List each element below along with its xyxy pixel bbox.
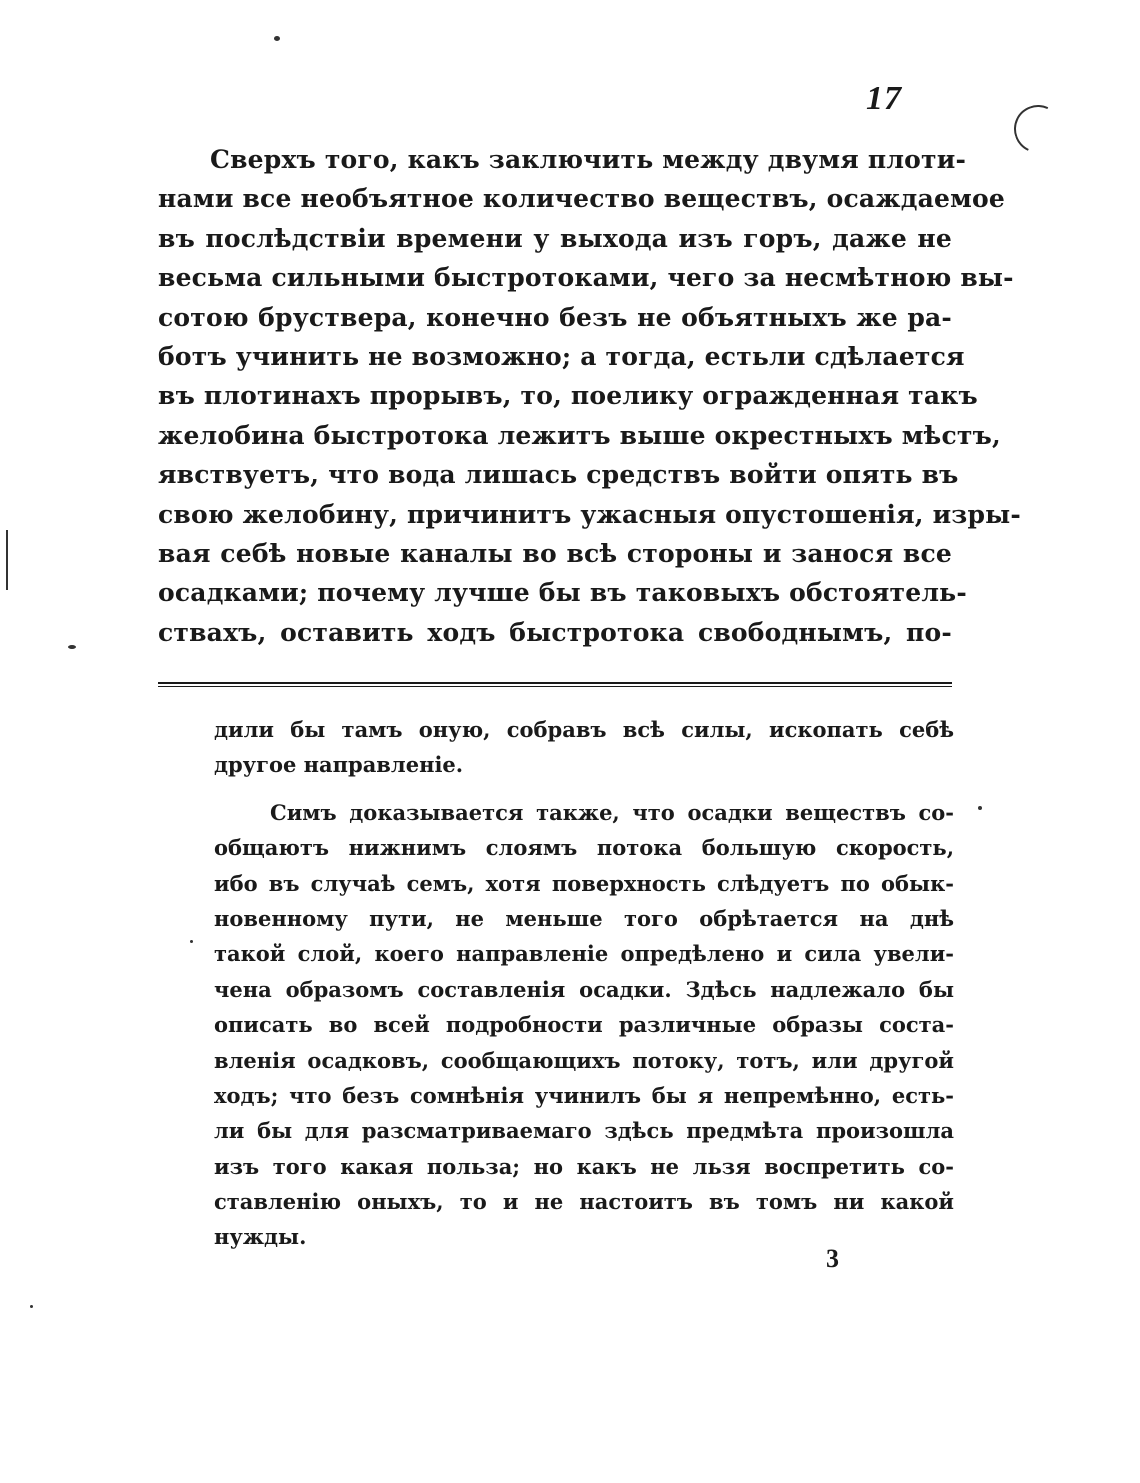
- footnote-line: ставленію оныхъ, то и не настоитъ въ томъ ни какой: [214, 1189, 954, 1215]
- footnote-line: другое направленіе.: [214, 752, 464, 778]
- footnote-line: ибо въ случаѣ семъ, хотя поверхность слѣдуетъ по обык-: [214, 870, 954, 896]
- signature-mark: 3: [826, 1244, 839, 1273]
- main-text-line: въ послѣдствіи времени у выхода изъ горъ, даже не: [158, 223, 952, 253]
- main-text-line: въ плотинахъ прорывъ, то, поелику огражденная такъ: [158, 381, 978, 411]
- footnote-line: такой слой, коего направленіе опредѣлено и сила увели-: [214, 941, 954, 967]
- main-text-line: весьма сильными быстротоками, чего за несмѣтною вы-: [158, 263, 1014, 293]
- footnote-line: описать во всей подробности различные образы соста-: [214, 1012, 954, 1038]
- footnote-separator-rule: [158, 682, 952, 687]
- main-text-line: ботъ учинить не возможно; а тогда, естьли сдѣлается: [158, 341, 965, 371]
- footnote-line: нужды.: [214, 1224, 307, 1250]
- main-text-line: сотою бруствера, конечно безъ не объятныхъ же ра-: [158, 302, 952, 332]
- footnote-line: Симъ доказывается также, что осадки веществъ со-: [270, 799, 954, 825]
- footnote-line: чена образомъ составленія осадки. Здѣсь надлежало бы: [214, 976, 954, 1002]
- main-text-line: вая себѣ новые каналы во всѣ стороны и занося все: [158, 538, 952, 568]
- main-text-line: желобина быстротока лежитъ выше окрестныхъ мѣстъ,: [158, 420, 1001, 450]
- scan-speck: [190, 940, 193, 943]
- footnote-line: вленія осадковъ, сообщающихъ потоку, тотъ, или другой: [214, 1047, 954, 1073]
- footnote-line: дили бы тамъ оную, собравъ всѣ силы, ископать себѣ: [214, 717, 954, 742]
- margin-pencil-mark: [1007, 98, 1069, 160]
- main-text-line: свою желобину, причинитъ ужасныя опустошенія, изры-: [158, 499, 1021, 529]
- paragraph-gap: [214, 783, 954, 795]
- scan-speck: [978, 806, 982, 810]
- footnote-line: общаютъ нижнимъ слоямъ потока большую скорость,: [214, 835, 954, 861]
- scan-speck: [30, 1305, 33, 1308]
- scan-speck: [68, 645, 76, 649]
- main-text-line: ствахъ, оставить ходъ быстротока свободнымъ, по-: [158, 617, 952, 647]
- footnote-line: ли бы для разсматриваемаго здѣсь предмѣта произошла: [214, 1118, 954, 1144]
- footnote-line: изъ того какая польза; но какъ не льзя воспретить со-: [214, 1153, 954, 1179]
- scan-speck: [274, 36, 280, 41]
- page-number: 17: [866, 80, 902, 117]
- main-text-line: нами все необъятное количество веществъ, осаждаемое: [158, 184, 1006, 214]
- main-text-line: явствуетъ, что вода лишась средствъ войти опять въ: [158, 460, 959, 490]
- footnote-block: [214, 712, 954, 1255]
- main-text-line: Сверхъ того, какъ заключить между двумя плоти-: [210, 145, 967, 174]
- footnote-line: ходъ; что безъ сомнѣнія учинилъ бы я непремѣнно, есть-: [214, 1082, 954, 1108]
- footnote-line: новенному пути, не меньше того обрѣтается на днѣ: [214, 905, 954, 931]
- main-text-block: [158, 140, 1021, 652]
- main-text-line: осадками; почему лучше бы въ таковыхъ обстоятель-: [158, 578, 967, 608]
- scan-speck: [6, 530, 8, 590]
